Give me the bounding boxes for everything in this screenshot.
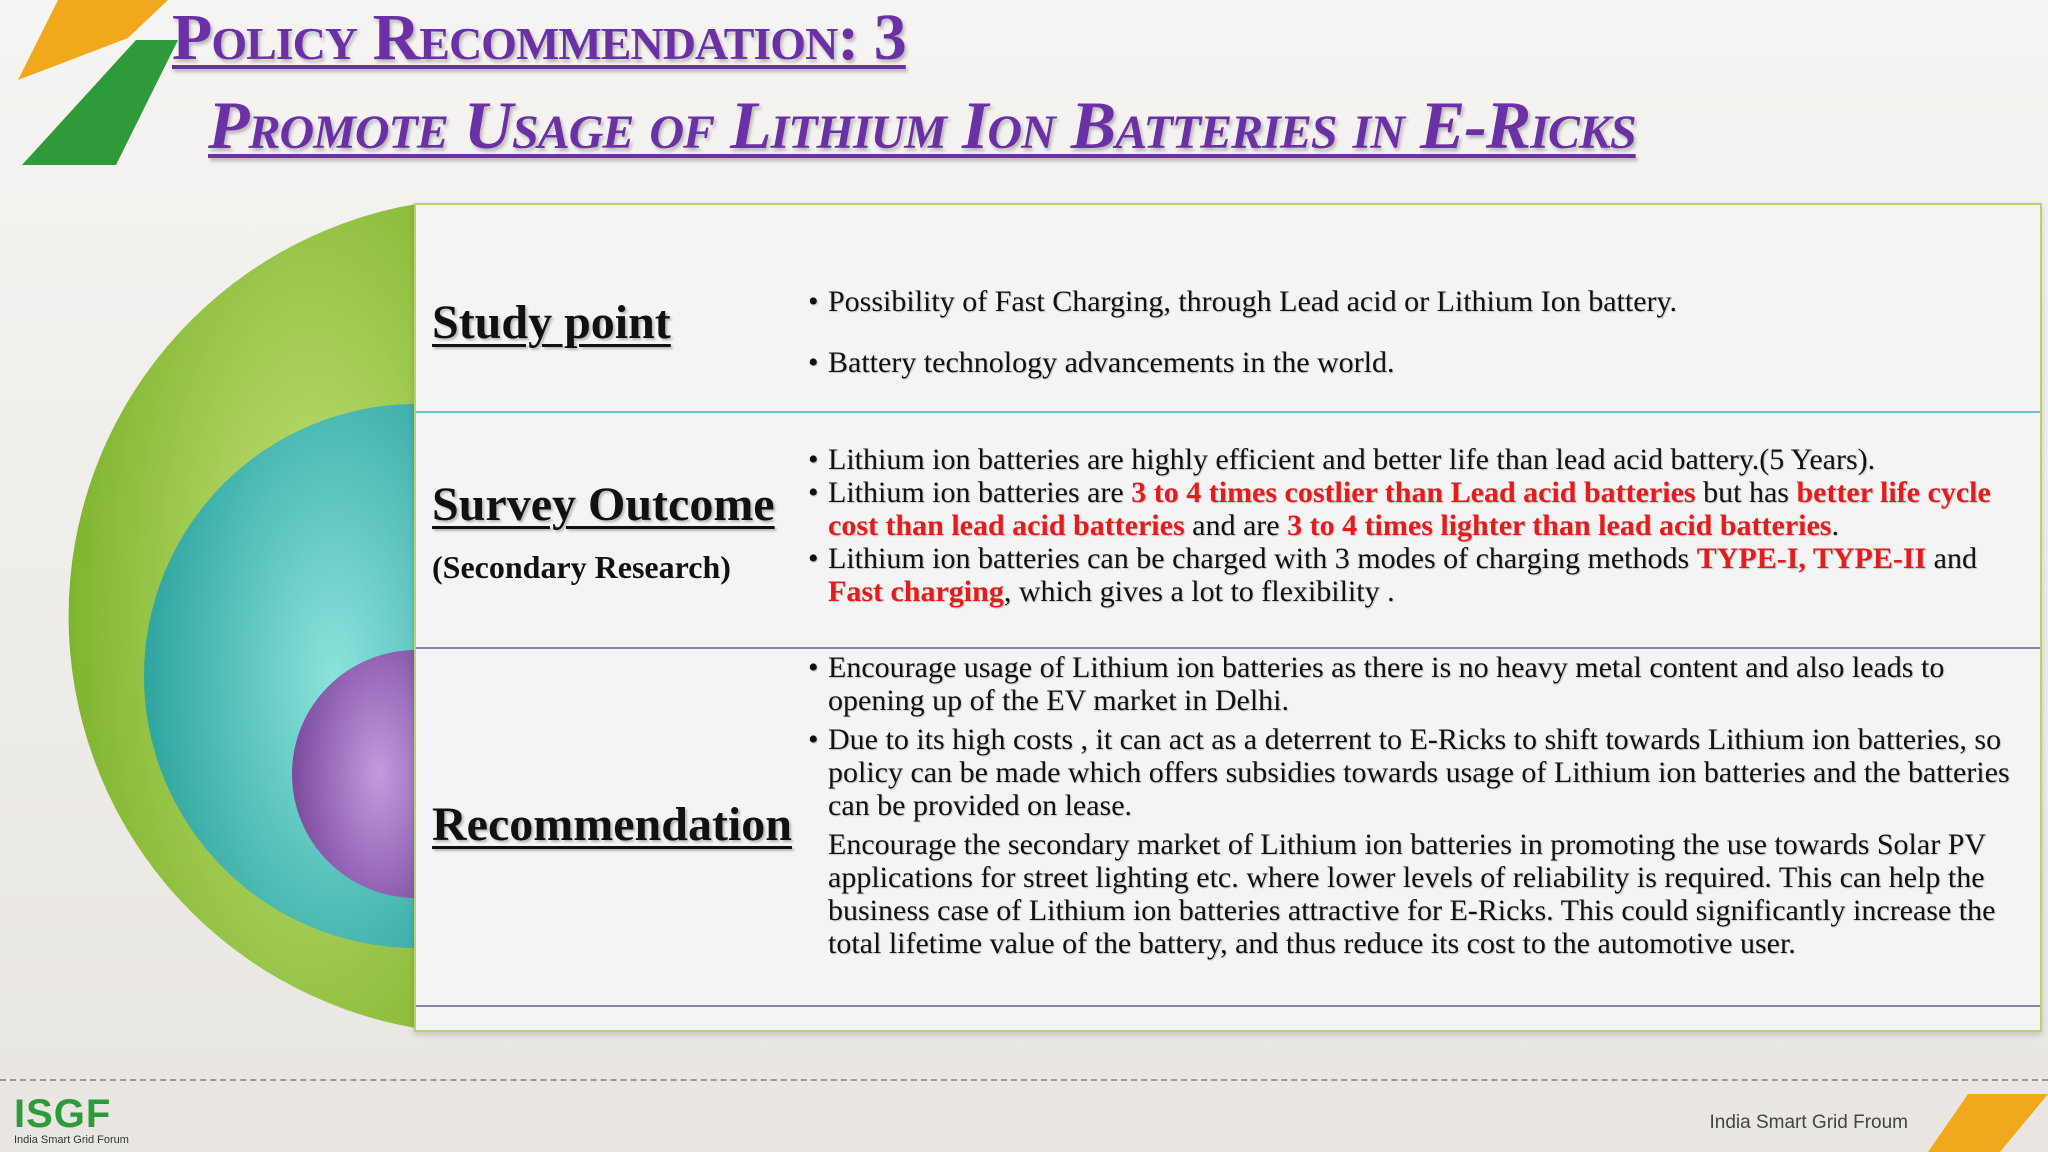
study-point-label: Study point bbox=[432, 296, 671, 349]
highlight-text: Fast charging bbox=[828, 575, 1004, 608]
highlight-text: better life cycle cost than lead acid batteries bbox=[828, 476, 1991, 542]
page-title: Policy Recommendation: 3 bbox=[172, 1, 906, 74]
list-item: • Possibility of Fast Charging, through Lead acid or Lithium Ion battery. bbox=[808, 285, 2032, 318]
recommendation-row bbox=[416, 647, 2040, 1007]
list-item: Encourage the secondary market of Lithium ion batteries in promoting the use towards Solar PV applications for street lighting etc. where lower levels of reliability is required. This can help the business case of Lithium ion batteries attractive for E-Ricks. This could significantly increase the total lifetime value of the battery, and thus reduce its cost to the automotive user. bbox=[828, 828, 1996, 960]
study-point-row bbox=[416, 205, 2040, 411]
highlight-text: 3 to 4 times lighter than lead acid batteries bbox=[1287, 509, 1832, 542]
text-run: and bbox=[1926, 542, 1977, 575]
survey-outcome-row bbox=[416, 411, 2040, 649]
list-item: • Encourage usage of Lithium ion batteries as there is no heavy metal content and also leads to opening up of the EV market in Delhi. bbox=[808, 651, 2032, 717]
text-run: and are bbox=[1184, 509, 1288, 542]
highlight-text: 3 to 4 times costlier than Lead acid batteries bbox=[1131, 476, 1696, 509]
footer-org-name: India Smart Grid Froum bbox=[1709, 1112, 1908, 1133]
content-panel bbox=[414, 203, 2042, 1032]
page-subtitle: Promote Usage of Lithium Ion Batteries in E-Ricks bbox=[208, 87, 1636, 163]
list-item: • Due to its high costs , it can act as a deterrent to E-Ricks to shift towards Lithium ion batteries, so policy can be made which offers subsidies towards usage of Lithium ion batteries and the batteries can be provided on lease. bbox=[808, 723, 2032, 822]
isgf-flag-logo-icon bbox=[1928, 1094, 2048, 1152]
survey-outcome-sublabel: (Secondary Research) bbox=[432, 549, 731, 585]
survey-outcome-bullets bbox=[808, 443, 2032, 608]
text-run: , which gives a lot to flexibility . bbox=[1003, 575, 1395, 608]
recommendation-bullets bbox=[808, 651, 2032, 960]
text-run: Lithium ion batteries can be charged with 3 modes of charging methods bbox=[828, 542, 1697, 575]
list-item: • Lithium ion batteries are highly efficient and better life than lead acid battery.(5 Years). bbox=[808, 443, 2032, 476]
concentric-arcs-decoration bbox=[0, 190, 430, 1040]
study-point-bullets bbox=[808, 285, 2032, 379]
list-item bbox=[808, 476, 2032, 542]
recommendation-label: Recommendation bbox=[432, 798, 792, 851]
isgf-logo-subtext: India Smart Grid Forum bbox=[14, 1134, 129, 1146]
survey-outcome-label: Survey Outcome bbox=[432, 478, 775, 531]
text-run: . bbox=[1831, 509, 1839, 542]
isgf-logo bbox=[14, 1094, 129, 1146]
isgf-flag-logo-icon bbox=[18, 0, 178, 170]
list-item: • Battery technology advancements in the world. bbox=[808, 346, 2032, 379]
text-run: but has bbox=[1695, 476, 1797, 509]
footer-divider bbox=[0, 1079, 2048, 1081]
list-item bbox=[808, 542, 2032, 608]
isgf-logo-text: ISGF bbox=[14, 1092, 112, 1136]
highlight-text: TYPE-I, TYPE-II bbox=[1696, 542, 1927, 575]
text-run: Lithium ion batteries are bbox=[828, 476, 1132, 509]
